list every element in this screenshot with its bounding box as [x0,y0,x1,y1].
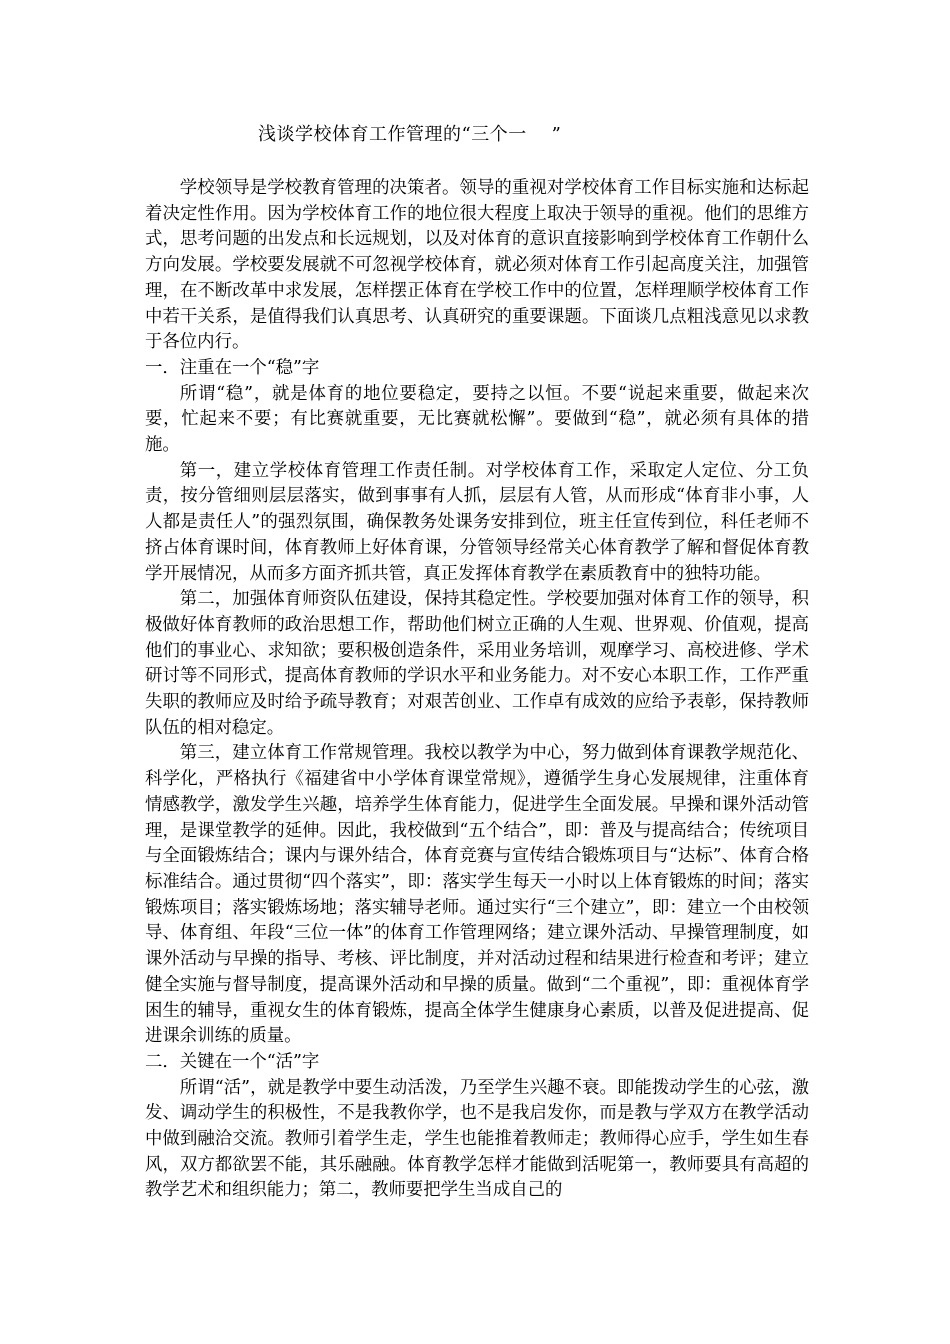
section-1-paragraph-4: 第三，建立体育工作常规管理。我校以教学为中心，努力做到体育课教学规范化、科学化，严格执行《福建省中小学体育课堂常规》，遵循学生身心发展规律，注重体育情感教学，激发学生兴趣，培养学生体育能力，促进学生全面发展。早操和课外活动管理，是课堂教学的延伸。因此，我校做到“五个结合”，即：普及与提高结合；传统项目与全面锻炼结合；课内与课外结合，体育竞赛与宣传结合锻炼项目与“达标”、体育合格标准结合。通过贯彻“四个落实”，即：落实学生每天一小时以上体育锻炼的时间；落实锻炼项目；落实锻炼场地；落实辅导老师。通过实行“三个建立”，即：建立一个由校领导、体育组、年段“三位一体”的体育工作管理网络；建立课外活动、早操管理制度，如课外活动与早操的指导、考核、评比制度，并对活动过程和结果进行检查和考评；建立健全实施与督导制度，提高课外活动和早操的质量。做到“二个重视”，即：重视体育学困生的辅导，重视女生的体育锻炼，提高全体学生健康身心素质，以普及促进提高、促进课余训练的质量。 [145,743,809,1047]
section-1-paragraph-3: 第二，加强体育师资队伍建设，保持其稳定性。学校要加强对体育工作的领导，积极做好体育教师的政治思想工作，帮助他们树立正确的人生观、世界观、价值观，提高他们的事业心、求知欲；要积极创造条件，采用业务培训，观摩学习、高校进修、学术研讨等不同形式，提高体育教师的学识水平和业务能力。对不安心本职工作，工作严重失职的教师应及时给予疏导教育；对艰苦创业、工作卓有成效的应给予表彰，保持教师队伍的相对稳定。 [145,589,809,738]
document-body [145,176,809,1204]
section-2-paragraph-1: 所谓“活”，就是教学中要生动活泼，乃至学生兴趣不衰。即能拨动学生的心弦，激发、调动学生的积极性，不是我教你学，也不是我启发你，而是教与学双方在教学活动中做到融洽交流。教师引着学生走，学生也能推着教师走；教师得心应手，学生如生春风，双方都欲罢不能，其乐融融。体育教学怎样才能做到活呢第一，教师要具有高超的教学艺术和组织能力；第二，教师要把学生当成自己的 [145,1077,809,1201]
section-1-paragraph-1: 所谓“稳”，就是体育的地位要稳定，要持之以恒。不要“说起来重要，做起来次要，忙起来不要；有比赛就重要，无比赛就松懈”。要做到“稳”，就必须有具体的措施。 [145,383,809,456]
document-title: 浅谈学校体育工作管理的“三个一 ” [258,124,562,145]
section-1-paragraph-2: 第一，建立学校体育管理工作责任制。对学校体育工作，采取定人定位、分工负责，按分管细则层层落实，做到事事有人抓，层层有人管，从而形成“体育非小事，人人都是责任人”的强烈氛围，确保教务处课务安排到位，班主任宣传到位，科任老师不挤占体育课时间，体育教师上好体育课，分管领导经常关心体育教学了解和督促体育教学开展情况，从而多方面齐抓共管，真正发挥体育教学在素质教育中的独特功能。 [145,460,809,584]
section-heading-2: 二．关键在一个“活”字 [145,1051,320,1072]
intro-paragraph: 学校领导是学校教育管理的决策者。领导的重视对学校体育工作目标实施和达标起着决定性作用。因为学校体育工作的地位很大程度上取决于领导的重视。他们的思维方式，思考问题的出发点和长远规划，以及对体育的意识直接影响到学校体育工作朝什么方向发展。学校要发展就不可忽视学校体育，就必须对体育工作引起高度关注，加强管理，在不断改革中求发展，怎样摆正体育在学校工作中的位置，怎样理顺学校体育工作中若干关系，是值得我们认真思考、认真研究的重要课题。下面谈几点粗浅意见以求教于各位内行。 [145,178,809,353]
section-heading-1: 一．注重在一个“稳”字 [145,357,320,378]
